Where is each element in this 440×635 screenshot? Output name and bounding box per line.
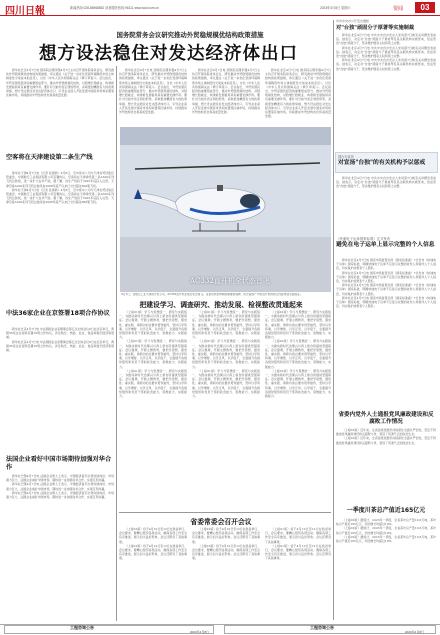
newspaper-logo: 四川日報 bbox=[5, 6, 45, 17]
lead-headline: 想方设法稳住对发达经济体出口 bbox=[39, 44, 298, 64]
story-body: （上接01版）学习与思想统一、研究与实践统一，为推动新时代治蜀兴川再上新台阶提供坚强保证。会议强调，开展主题教育，要把学思想、强党性、重实践、建新功的总要求贯穿始终，坚持以学铸魂、以学增智、以学正风、以学促干，全面提升各级党组织和党员干部的政治能力、思维能力、实践能力。 （上接01版）学习与思想统一、研究与实践统一，为推动新时代治蜀兴川再上新台阶提供坚强保证。会议强调，开展主题教育，要把学思想、强党性、重实践、建新功的总要求贯穿始终，坚持以学铸魂、以学增智、以学正风、以学促干，全面提升各级党组织和党员干部的政治能力、思维能力、实践能力。 （上接01版）学习与思想统一、研究与实践统一，为推动新时代治蜀兴川再上新台阶提供坚强保证。会议强调，开展主题教育，要把学思想、强党性、重实践、建新功的总要求贯穿始终，坚持以学铸魂、以学增智、以学正风、以学促干，全面提升各级党组织和党员干部的政治能力、思维能力、实践能力。 bbox=[265, 310, 331, 399]
story-title: 把建设学习、调查研究、推动发展、检视整改贯通起来 bbox=[139, 301, 303, 309]
story-title: 避免在电子运单上显示完整的个人信息 bbox=[336, 242, 435, 248]
story-title: 一季度川茶总产值近165亿元 bbox=[346, 507, 426, 514]
helicopter-image bbox=[120, 127, 331, 292]
ad-title: 工程咨询公告 bbox=[310, 625, 334, 630]
story-title: 空客将在天津建设第二条生产线 bbox=[6, 154, 93, 161]
story-title: 法国企业看好中国市场期待加强对华合作 bbox=[6, 456, 112, 471]
column-rule bbox=[116, 66, 117, 621]
issue-date: 2023年4月8日 星期六 bbox=[320, 6, 351, 10]
lead-body-col3: 新华社北京4月7日电 国务院总理李强4月7日主持召开国务院常务会议，研究推动外贸稳规模优结构的政策措施，审议通过《关于进一步优化营商环境降低市场主体制度性交易成本的意见》，讨论《中华人民共和国海关法（修订草案）》。会议指出，外贸是国民经济的重要组成部分，推动外贸稳规模优结构，对稳增长稳就业、构建新发展格局具有重要支撑作用。要针对当前外需走弱的形势，采取更加精准有力的政策举措，想方设法稳住对发达经济体出口，引导企业深入开拓发展中国家市场和东盟等区域市场，持续推动外贸结构优化和高质量发展。 bbox=[192, 68, 260, 115]
masthead bbox=[0, 0, 440, 16]
lead-kicker: 国务院常务会议研究推动外贸稳规模优结构政策措施 bbox=[116, 31, 264, 39]
ad-box bbox=[4, 625, 214, 634]
story-body: （上接01版）学习与思想统一、研究与实践统一，为推动新时代治蜀兴川再上新台阶提供坚强保证。会议强调，开展主题教育，要把学思想、强党性、重实践、建新功的总要求贯穿始终，坚持以学铸魂、以学增智、以学正风、以学促干，全面提升各级党组织和党员干部的政治能力、思维能力、实践能力。 （上接01版）学习与思想统一、研究与实践统一，为推动新时代治蜀兴川再上新台阶提供坚强保证。会议强调，开展主题教育，要把学思想、强党性、重实践、建新功的总要求贯穿始终，坚持以学铸魂、以学增智、以学正风、以学促干，全面提升各级党组织和党员干部的政治能力、思维能力、实践能力。 （上接01版）学习与思想统一、研究与实践统一，为推动新时代治蜀兴川再上新台阶提供坚强保证。会议强调，开展主题教育，要把学思想、强党性、重实践、建新功的总要求贯穿始终，坚持以学铸魂、以学增智、以学正风、以学促干，全面提升各级党组织和党员干部的政治能力、思维能力、实践能力。 bbox=[192, 310, 260, 399]
section-name: 要闻 bbox=[393, 6, 404, 12]
story-body: 新华社巴黎4月7日电 法国企业界人士表示，中国经济复苏态势持续向好，市场潜力巨大，法国企业看好中国市场，期待进一步加强对华合作，实现互利共赢。 新华社巴黎4月7日电 法国企业界人士表示，中国经济复苏态势持续向好，市场潜力巨大，法国企业看好中国市场，期待进一步加强对华合作，实现互利共赢。 新华社巴黎4月7日电 法国企业界人士表示，中国经济复苏态势持续向好，市场潜力巨大，法国企业看好中国市场，期待进一步加强对华合作，实现互利共赢。 bbox=[6, 474, 114, 500]
story-body: （上接01版）将于4月10日至12日在我省举行，会议要求，要精心组织各项活动，确保各项工作安全有序推进，展示四川良好形象。会议还研究了其他事项。 （上接01版）将于4月10日至12日在我省举行，会议要求，要精心组织各项活动，确保各项工作安全有序推进，展示四川良好形象。会议还研究了其他事项。 bbox=[119, 527, 187, 561]
ad-title: 工程咨询公告 bbox=[70, 625, 94, 630]
divider bbox=[119, 512, 331, 513]
story-body: 新华社北京4月7日电 中共中央台办发言人朱凤莲7日就有关问题发表谈话。她表示，决定对"台独"顽固分子萧美琴及其关联机构实施惩戒，依法惩治"台独"顽固分子，坚决维护国家主权和领土完整。 新华社北京4月7日电 中共中央台办发言人朱凤莲7日就有关问题发表谈话。她表示，决定对"台独"顽固分子萧美琴及其关联机构实施惩戒，依法惩治"台独"顽固分子，坚决维护国家主权和领土完整。 新华社北京4月7日电 中共中央台办发言人朱凤莲7日就有关问题发表谈话。她表示，决定对"台独"顽固分子萧美琴及其关联机构实施惩戒，依法惩治"台独"顽固分子，坚决维护国家主权和领土完整。 bbox=[336, 33, 436, 71]
column-rule bbox=[333, 20, 334, 620]
box-label: 国台办宣布 bbox=[338, 155, 354, 159]
story-title: 对"台独"顽固分子厚著等实施制裁 bbox=[336, 25, 415, 31]
photo-overlay-caption: AC332直升机全状态首飞 bbox=[190, 277, 270, 285]
story-body: 新华社北京4月7日电 中共中央台办发言人朱凤莲7日就有关问题发表谈话。她表示，决定对"台独"顽固分子萧美琴及其关联机构实施惩戒，依法惩治"台独"顽固分子，坚决维护国家主权和领土完整。 bbox=[336, 176, 436, 189]
photo-caption: 4月7日，在航空工业天津直升机公司，AC332直升机完成全状态首飞。这是该机型研制的重要里程碑，标志着国产中型直升机的综合性能得到全面验证。 bbox=[121, 293, 303, 296]
story-body: （上接01版）近年来，全省各级党组织持续深化全面从严治党，坚定不移推进党风廉政建设和反腐败斗争，营造了风清气正的政治生态。 （上接01版）近年来，全省各级党组织持续深化全面从严治党，坚定不移推进党风廉政建设和反腐败斗争，营造了风清气正的政治生态。 bbox=[336, 428, 436, 445]
footer-date: 2023年4月8日 bbox=[190, 630, 210, 634]
lead-body-col2: 新华社北京4月7日电 国务院总理李强4月7日主持召开国务院常务会议，研究推动外贸稳规模优结构的政策措施，审议通过《关于进一步优化营商环境降低市场主体制度性交易成本的意见》，讨论《中华人民共和国海关法（修订草案）》。会议指出，外贸是国民经济的重要组成部分，推动外贸稳规模优结构，对稳增长稳就业、构建新发展格局具有重要支撑作用。要针对当前外需走弱的形势，采取更加精准有力的政策举措，想方设法稳住对发达经济体出口，引导企业深入开拓发展中国家市场和东盟等区域市场，持续推动外贸结构优化和高质量发展。 bbox=[119, 68, 187, 115]
story-body: 新华社北京4月7日电 国家市场监管总局（国家标准委）7日发布《快递电子运单》国家标准，明确快递电子运单不应显示完整的收件人和寄件人个人信息，切实保护消费者个人隐私。 新华社北京4月7日电 国家市场监管总局（国家标准委）7日发布《快递电子运单》国家标准，明确快递电子运单不应显示完整的收件人和寄件人个人信息，切实保护消费者个人隐私。 新华社北京4月7日电 国家市场监管总局（国家标准委）7日发布《快递电子运单》国家标准，明确快递电子运单不应显示完整的收件人和寄件人个人信息，切实保护消费者个人隐私。 新华社北京4月7日电 国家市场监管总局（国家标准委）7日发布《快递电子运单》国家标准，明确快递电子运单不应显示完整的收件人和寄件人个人信息，切实保护消费者个人隐私。 bbox=[336, 258, 436, 309]
story-label: 中共中央办公厅发出通知 bbox=[336, 19, 370, 23]
lead-body-col4: 新华社北京4月7日电 国务院总理李强4月7日主持召开国务院常务会议，研究推动外贸稳规模优结构的政策措施，审议通过《关于进一步优化营商环境降低市场主体制度性交易成本的意见》，讨论《中华人民共和国海关法（修订草案）》。会议指出，外贸是国民经济的重要组成部分，推动外贸稳规模优结构，对稳增长稳就业、构建新发展格局具有重要支撑作用。要针对当前外需走弱的形势，采取更加精准有力的政策举措，想方设法稳住对发达经济体出口，引导企业深入开拓发展中国家市场和东盟等区域市场，持续推动外贸结构优化和高质量发展。 bbox=[265, 68, 331, 119]
story-body: （上接01版）据统计，2023年一季度，全省茶叶总产量10.6万吨，茶叶综合产值近165亿元，同比增长均超过10%。 （上接01版）据统计，2023年一季度，全省茶叶总产量10.6万吨，茶叶综合产值近165亿元，同比增长均超过10%。 （上接01版）据统计，2023年一季度，全省茶叶总产量10.6万吨，茶叶综合产值近165亿元，同比增长均超过10%。 bbox=[336, 518, 436, 544]
masthead-meta: 新闻热线:028-86968652 读者服务热线:96111 www.scol.com.cn bbox=[70, 6, 159, 10]
lead-body-col1: 新华社北京4月7日电 国务院总理李强4月7日主持召开国务院常务会议，研究推动外贸稳规模优结构的政策措施，审议通过《关于进一步优化营商环境降低市场主体制度性交易成本的意见》，讨论《中华人民共和国海关法（修订草案）》。会议指出，外贸是国民经济的重要组成部分，推动外贸稳规模优结构，对稳增长稳就业、构建新发展格局具有重要支撑作用。要针对当前外需走弱的形势，采取更加精准有力的政策举措，想方设法稳住对发达经济体出口，引导企业深入开拓发展中国家市场和东盟等区域市场，持续推动外贸结构优化和高质量发展。 bbox=[6, 68, 114, 98]
story-body: （上接01版）将于4月10日至12日在我省举行，会议要求，要精心组织各项活动，确保各项工作安全有序推进，展示四川良好形象。会议还研究了其他事项。 （上接01版）将于4月10日至12日在我省举行，会议要求，要精心组织各项活动，确保各项工作安全有序推进，展示四川良好形象。会议还研究了其他事项。 bbox=[192, 527, 260, 561]
story-title: 省委内党外人士通报党风廉政建设和反腐败工作情况 bbox=[338, 412, 434, 425]
story-body: 新华社北京4月7日电 中法两国企业家理事会第五次全体会议6日在北京举行，两国36家企业现场签署18项合作协议，涉及航空、核能、农业、食品和数字经济等领域。 新华社北京4月7日电 中法两国企业家理事会第五次全体会议6日在北京举行，两国36家企业现场签署18项合作协议，涉及航空、核能、农业、食品和数字经济等领域。 bbox=[6, 327, 114, 353]
news-photo bbox=[120, 127, 331, 292]
story-title: 省委常委会召开会议 bbox=[190, 518, 252, 526]
box-headline: 对宣扬"台独"的有关机构予以惩戒 bbox=[338, 160, 426, 166]
page-number: 03 bbox=[415, 2, 435, 13]
story-body: （上接01版）将于4月10日至12日在我省举行，会议要求，要精心组织各项活动，确保各项工作安全有序推进，展示四川良好形象。会议还研究了其他事项。 （上接01版）将于4月10日至12日在我省举行，会议要求，要精心组织各项活动，确保各项工作安全有序推进，展示四川良好形象。会议还研究了其他事项。 bbox=[265, 527, 331, 561]
story-title: 中法36家企业在京签署18项合作协议 bbox=[6, 310, 110, 317]
story-label: 《快递电子运单国家标准》正式发布 bbox=[336, 237, 391, 241]
story-body: （上接01版）学习与思想统一、研究与实践统一，为推动新时代治蜀兴川再上新台阶提供坚强保证。会议强调，开展主题教育，要把学思想、强党性、重实践、建新功的总要求贯穿始终，坚持以学铸魂、以学增智、以学正风、以学促干，全面提升各级党组织和党员干部的政治能力、思维能力、实践能力。 （上接01版）学习与思想统一、研究与实践统一，为推动新时代治蜀兴川再上新台阶提供坚强保证。会议强调，开展主题教育，要把学思想、强党性、重实践、建新功的总要求贯穿始终，坚持以学铸魂、以学增智、以学正风、以学促干，全面提升各级党组织和党员干部的政治能力、思维能力、实践能力。 （上接01版）学习与思想统一、研究与实践统一，为推动新时代治蜀兴川再上新台阶提供坚强保证。会议强调，开展主题教育，要把学思想、强党性、重实践、建新功的总要求贯穿始终，坚持以学铸魂、以学增智、以学正风、以学促干，全面提升各级党组织和党员干部的政治能力、思维能力、实践能力。 bbox=[119, 310, 187, 399]
story-body: 新华社天津4月7日电（记者 张建新）4月6日，空中客车公司与天津自贸试验区管委会、中国航空工业集团有限公司签署协议，空客将在天津建设第二条A320系列飞机总装线，进一步扩大在华产能。据了解，该生产线将于2025年底投入运营。天津空客A320系列飞机总装线自2008年投产以来已交付超过600架飞机。 新华社天津4月7日电（记者 张建新）4月6日，空中客车公司与天津自贸试验区管委会、中国航空工业集团有限公司签署协议，空客将在天津建设第二条A320系列飞机总装线，进一步扩大在华产能。据了解，该生产线将于2025年底投入运营。天津空客A320系列飞机总装线自2008年投产以来已交付超过600架飞机。 bbox=[6, 171, 114, 205]
footer-date: 2023年4月8日 bbox=[405, 630, 425, 634]
